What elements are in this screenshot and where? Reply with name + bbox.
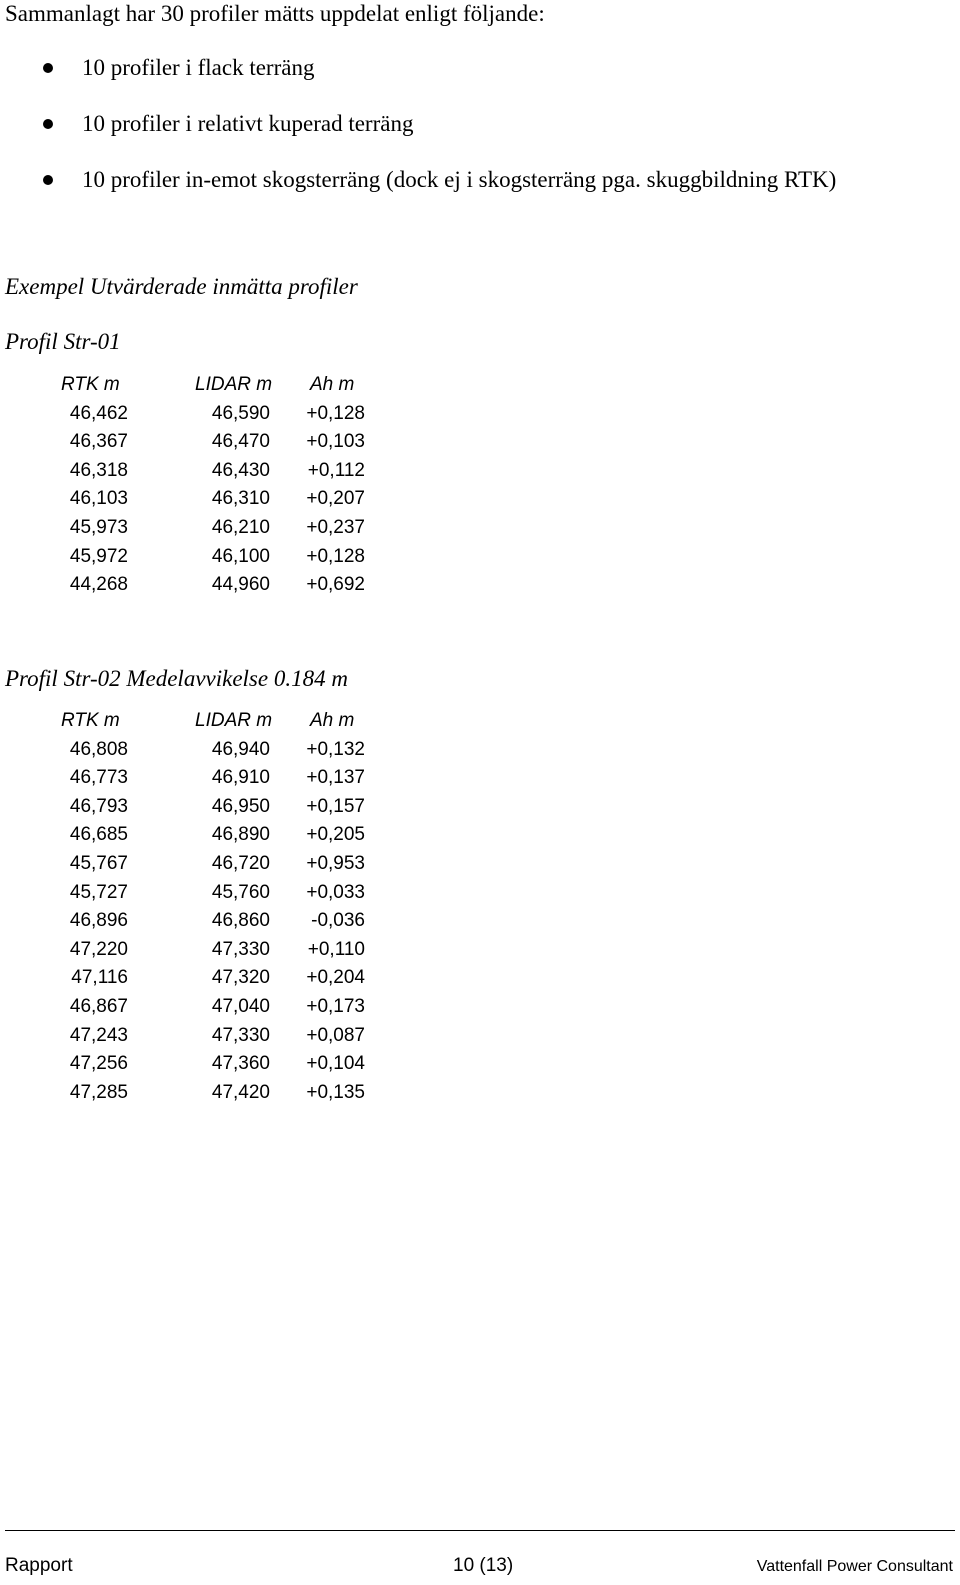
rtk-value: 45,973 [69, 516, 128, 538]
example-heading: Exempel Utvärderade inmätta profiler [5, 274, 358, 299]
ah-value: +0,110 [307, 938, 365, 960]
footer-page-number: 10 (13) [453, 1555, 514, 1576]
list-item-text: 10 profiler i relativt kuperad terräng [82, 111, 414, 136]
lidar-value: 46,940 [211, 738, 270, 760]
rtk-value: 45,767 [69, 852, 128, 874]
rtk-value: 47,220 [69, 938, 128, 960]
ah-value: +0,157 [306, 795, 365, 817]
rtk-value: 46,462 [69, 402, 128, 424]
column-header-ah: Ah m [310, 710, 355, 731]
rtk-value: 47,116 [71, 967, 128, 989]
bullet-icon [43, 63, 53, 73]
rtk-value: 46,773 [69, 767, 128, 789]
ah-value: +0,112 [307, 459, 365, 481]
column-header-lidar: LIDAR m [195, 374, 273, 395]
ah-value: +0,692 [306, 574, 365, 596]
lidar-value: 46,910 [211, 767, 270, 789]
ah-value: +0,128 [306, 402, 365, 424]
lidar-value: 46,590 [211, 402, 270, 424]
rtk-value: 47,243 [69, 1024, 128, 1046]
column-header-ah: Ah m [310, 374, 355, 395]
rtk-value: 46,367 [69, 431, 128, 453]
rtk-value: 46,808 [69, 738, 128, 760]
rtk-value: 46,685 [69, 824, 128, 846]
rtk-value: 45,972 [69, 545, 128, 567]
profile1-title: Profil Str-01 [5, 329, 121, 354]
rtk-value: 47,285 [69, 1081, 128, 1103]
ah-value: +0,132 [306, 738, 365, 760]
lidar-value: 44,960 [211, 574, 270, 596]
footer-divider [5, 1530, 955, 1531]
lidar-value: 47,320 [211, 967, 270, 989]
rtk-value: 46,793 [69, 795, 128, 817]
ah-value: +0,207 [306, 488, 365, 510]
ah-value: +0,128 [306, 545, 365, 567]
ah-value: +0,103 [306, 431, 365, 453]
column-header-rtk: RTK m [61, 710, 120, 731]
bullet-icon [43, 119, 53, 129]
lidar-value: 46,890 [211, 824, 270, 846]
list-item-text: 10 profiler in-emot skogsterräng (dock ej i skogsterräng pga. skuggbildning RTK) [82, 167, 837, 192]
ah-value: +0,087 [306, 1024, 365, 1046]
lidar-value: 46,310 [211, 488, 270, 510]
profile2-title: Profil Str-02 Medelavvikelse 0.184 m [5, 666, 348, 691]
ah-value: +0,173 [306, 995, 365, 1017]
ah-value: +0,104 [306, 1053, 365, 1075]
rtk-value: 46,896 [69, 910, 128, 932]
column-header-rtk: RTK m [61, 374, 120, 395]
rtk-value: 46,103 [69, 488, 128, 510]
ah-value: +0,204 [306, 967, 365, 989]
lidar-value: 45,760 [211, 881, 270, 903]
lidar-value: 46,950 [211, 795, 270, 817]
rtk-value: 46,318 [69, 459, 128, 481]
ah-value: +0,137 [306, 767, 365, 789]
footer-company: Vattenfall Power Consultant [756, 1558, 953, 1575]
lidar-value: 46,430 [211, 459, 270, 481]
footer-report-label: Rapport [5, 1555, 73, 1576]
ah-value: +0,205 [306, 824, 365, 846]
list-item-text: 10 profiler i flack terräng [82, 55, 315, 80]
column-header-lidar: LIDAR m [195, 710, 273, 731]
ah-value: +0,135 [306, 1081, 365, 1103]
lidar-value: 47,330 [211, 1024, 270, 1046]
lidar-value: 46,100 [211, 545, 270, 567]
intro-paragraph: Sammanlagt har 30 profiler mätts uppdelat enligt följande: [5, 1, 545, 26]
lidar-value: 46,720 [211, 852, 270, 874]
rtk-value: 47,256 [69, 1053, 128, 1075]
lidar-value: 46,210 [211, 516, 270, 538]
rtk-value: 45,727 [69, 881, 128, 903]
ah-value: +0,237 [306, 516, 365, 538]
bullet-icon [43, 175, 53, 185]
rtk-value: 46,867 [69, 995, 128, 1017]
lidar-value: 47,040 [211, 995, 270, 1017]
lidar-value: 47,360 [211, 1053, 270, 1075]
lidar-value: 46,470 [211, 431, 270, 453]
rtk-value: 44,268 [69, 574, 128, 596]
lidar-value: 47,330 [211, 938, 270, 960]
ah-value: -0,036 [311, 910, 365, 932]
ah-value: +0,033 [306, 881, 365, 903]
lidar-value: 46,860 [211, 910, 270, 932]
lidar-value: 47,420 [211, 1081, 270, 1103]
ah-value: +0,953 [306, 852, 365, 874]
